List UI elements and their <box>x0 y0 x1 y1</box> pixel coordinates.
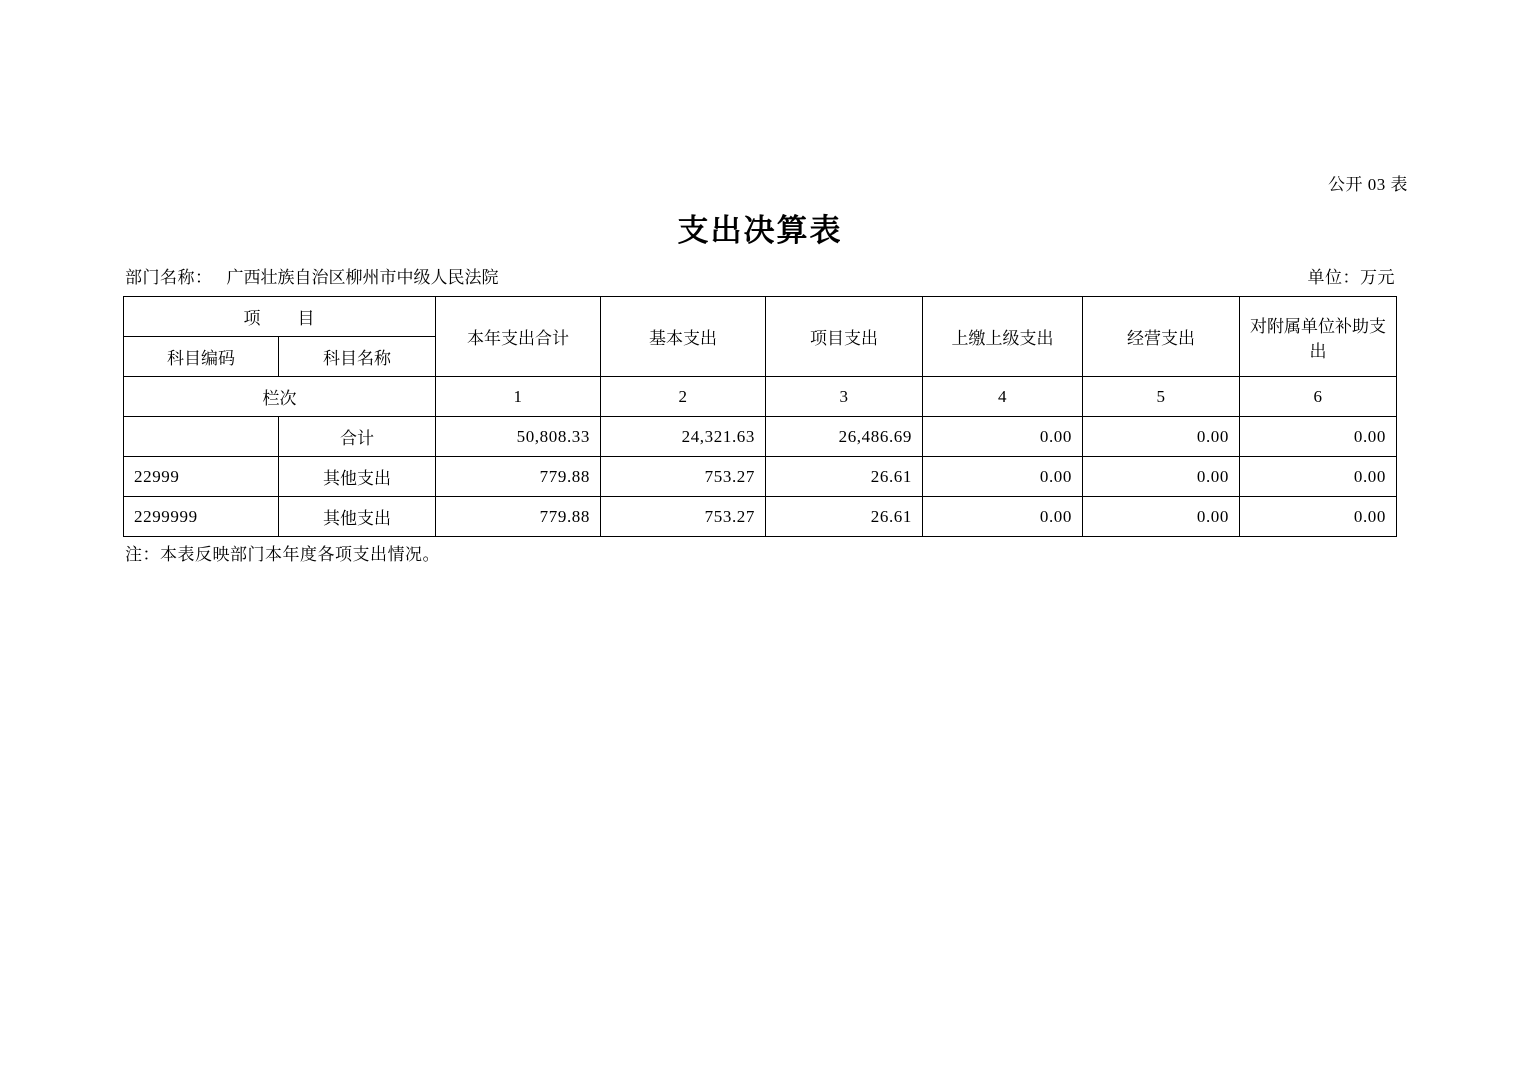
row-code: 22999 <box>124 457 279 497</box>
table-row <box>124 497 1397 537</box>
department-info <box>125 263 499 288</box>
header-col-2: 基本支出 <box>601 297 766 377</box>
row-value-4: 0.00 <box>923 457 1083 497</box>
row-name: 其他支出 <box>279 457 436 497</box>
row-value-4: 0.00 <box>923 417 1083 457</box>
row-value-2: 753.27 <box>601 457 766 497</box>
header-subject-code: 科目编码 <box>124 337 279 377</box>
department-value: 广西壮族自治区柳州市中级人民法院 <box>226 268 499 287</box>
row-value-1: 779.88 <box>436 497 601 537</box>
department-label: 部门名称： <box>125 268 213 287</box>
row-name: 合计 <box>279 417 436 457</box>
unit-label: 单位：万元 <box>1307 268 1395 287</box>
table-row <box>124 457 1397 497</box>
form-code-label: 公开 03 表 <box>1328 175 1408 194</box>
row-name: 其他支出 <box>279 497 436 537</box>
expenditure-table <box>123 296 1397 537</box>
header-group-item <box>124 297 436 337</box>
row-value-1: 50,808.33 <box>436 417 601 457</box>
table-index-row <box>124 377 1397 417</box>
table-header-row-1 <box>124 297 1397 337</box>
row-value-3: 26.61 <box>766 497 923 537</box>
column-index-1: 1 <box>436 377 601 417</box>
table-row <box>124 417 1397 457</box>
row-value-6: 0.00 <box>1240 497 1397 537</box>
header-subject-name: 科目名称 <box>279 337 436 377</box>
row-code <box>124 417 279 457</box>
row-value-2: 24,321.63 <box>601 417 766 457</box>
column-index-3: 3 <box>766 377 923 417</box>
row-code: 2299999 <box>124 497 279 537</box>
row-value-6: 0.00 <box>1240 417 1397 457</box>
row-value-1: 779.88 <box>436 457 601 497</box>
column-index-label: 栏次 <box>124 377 436 417</box>
row-value-6: 0.00 <box>1240 457 1397 497</box>
column-index-5: 5 <box>1083 377 1240 417</box>
column-index-4: 4 <box>923 377 1083 417</box>
row-value-3: 26,486.69 <box>766 417 923 457</box>
column-index-2: 2 <box>601 377 766 417</box>
row-value-5: 0.00 <box>1083 497 1240 537</box>
row-value-2: 753.27 <box>601 497 766 537</box>
header-group-item-label: 项 目 <box>243 309 316 328</box>
row-value-3: 26.61 <box>766 457 923 497</box>
header-col-5: 经营支出 <box>1083 297 1240 377</box>
header-col-1: 本年支出合计 <box>436 297 601 377</box>
row-value-4: 0.00 <box>923 497 1083 537</box>
header-col-4: 上缴上级支出 <box>923 297 1083 377</box>
page-title: 支出决算表 <box>677 213 843 248</box>
table-note: 注：本表反映部门本年度各项支出情况。 <box>125 545 440 564</box>
column-index-6: 6 <box>1240 377 1397 417</box>
meta-row <box>125 263 1395 288</box>
row-value-5: 0.00 <box>1083 417 1240 457</box>
header-col-3: 项目支出 <box>766 297 923 377</box>
row-value-5: 0.00 <box>1083 457 1240 497</box>
header-col-6: 对附属单位补助支出 <box>1240 297 1397 377</box>
